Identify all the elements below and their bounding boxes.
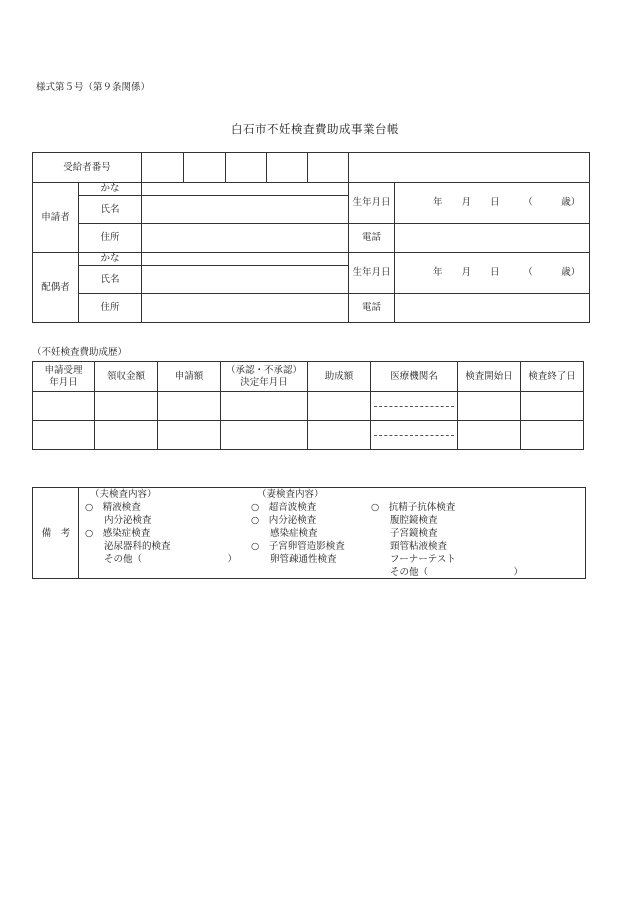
history-cell[interactable] [458, 392, 521, 421]
recipient-table [32, 152, 590, 183]
history-header-received-amount: 領収金額 [95, 362, 158, 392]
husband-item-urology: 泌尿器科的検査 [85, 541, 171, 552]
remarks-divider [78, 488, 79, 578]
applicant-birth-label: 生年月日 [349, 183, 395, 224]
history-header-end-date: 検査終了日 [521, 362, 584, 392]
applicant-address-label: 住所 [79, 224, 142, 253]
recipient-digit-2[interactable] [184, 153, 226, 183]
wife-item-hysteroscopy: 子宮鏡検査 [371, 528, 438, 539]
wife-item-hsg: ○ 子宮卵管造影検査 [251, 541, 345, 552]
wife-item-cervical-mucus: 頸管粘液検査 [371, 541, 448, 552]
history-header-institution: 医療機関名 [371, 362, 458, 392]
table-row [33, 392, 584, 421]
recipient-extra-cell [349, 153, 590, 183]
spouse-name-field[interactable] [142, 266, 349, 294]
history-caption: （不妊検査費助成歴） [32, 347, 128, 358]
history-cell[interactable] [158, 392, 221, 421]
spouse-kana-field[interactable] [142, 253, 349, 266]
history-cell[interactable] [95, 421, 158, 450]
applicant-kana-field[interactable] [142, 183, 349, 196]
applicant-kana-label: かな [79, 183, 142, 196]
husband-item-endocrine: 内分泌検査 [85, 515, 152, 526]
recipient-digit-1[interactable] [142, 153, 184, 183]
wife-heading: （妻検査内容） [257, 489, 324, 500]
dashed-divider [374, 406, 454, 407]
history-cell[interactable] [221, 421, 308, 450]
applicant-phone-label: 電話 [349, 224, 395, 253]
spouse-birth-label: 生年月日 [349, 253, 395, 294]
remarks-label: 備 考 [41, 528, 71, 539]
remarks-box [32, 487, 586, 579]
recipient-number-label: 受給者番号 [33, 153, 142, 183]
wife-item-ultrasound: ○ 超音波検査 [251, 502, 317, 513]
history-cell[interactable] [158, 421, 221, 450]
history-cell[interactable] [308, 421, 371, 450]
history-cell[interactable] [33, 392, 95, 421]
history-cell[interactable] [458, 421, 521, 450]
wife-item-huhner: フーナーテスト [371, 554, 456, 565]
spouse-phone-field[interactable] [395, 294, 590, 323]
applicant-label: 申請者 [33, 183, 79, 253]
wife-item-laparoscopy: 腹腔鏡検査 [371, 515, 438, 526]
husband-item-semen: ○ 精液検査 [85, 502, 141, 513]
applicant-address-field[interactable] [142, 224, 349, 253]
spouse-name-label: 氏名 [79, 266, 142, 294]
history-cell[interactable] [95, 392, 158, 421]
applicant-birth-field[interactable]: 年 月 日 （ 歳） [395, 183, 590, 224]
history-cell-institution[interactable] [371, 421, 458, 450]
wife-item-antisperm: ○ 抗精子抗体検査 [371, 502, 456, 513]
dashed-divider [374, 435, 454, 436]
spouse-address-field[interactable] [142, 294, 349, 323]
husband-heading: （夫検査内容） [90, 489, 157, 500]
wife-item-tubal: 卵管疎通性検査 [251, 554, 337, 565]
history-header-requested-amount: 申請額 [158, 362, 221, 392]
applicant-phone-field[interactable] [395, 224, 590, 253]
history-header-decision-date: （承認・不承認） 決定年月日 [221, 362, 308, 392]
applicant-table [32, 182, 590, 323]
husband-item-other: その他（ ） [85, 554, 238, 565]
history-header-apply-date: 申請受理 年月日 [33, 362, 95, 392]
history-header-start-date: 検査開始日 [458, 362, 521, 392]
history-cell[interactable] [521, 421, 584, 450]
wife-item-other: その他（ ） [371, 567, 524, 578]
husband-item-infection: ○ 感染症検査 [85, 528, 151, 539]
page-title: 白石市不妊検査費助成事業台帳 [231, 122, 399, 136]
wife-item-endocrine: ○ 内分泌検査 [251, 515, 317, 526]
spouse-birth-field[interactable]: 年 月 日 （ 歳） [395, 253, 590, 294]
spouse-label: 配偶者 [33, 253, 79, 323]
spouse-kana-label: かな [79, 253, 142, 266]
spouse-address-label: 住所 [79, 294, 142, 323]
applicant-name-field[interactable] [142, 196, 349, 224]
history-header-grant-amount: 助成額 [308, 362, 371, 392]
history-cell[interactable] [308, 392, 371, 421]
history-cell[interactable] [521, 392, 584, 421]
form-number: 様式第５号（第９条関係） [36, 82, 151, 93]
history-table [32, 361, 584, 450]
history-cell[interactable] [33, 421, 95, 450]
recipient-digit-4[interactable] [267, 153, 308, 183]
recipient-digit-3[interactable] [226, 153, 267, 183]
table-row [33, 421, 584, 450]
recipient-digit-5[interactable] [308, 153, 349, 183]
history-cell[interactable] [221, 392, 308, 421]
applicant-name-label: 氏名 [79, 196, 142, 224]
spouse-phone-label: 電話 [349, 294, 395, 323]
history-cell-institution[interactable] [371, 392, 458, 421]
wife-item-infection: 感染症検査 [251, 528, 318, 539]
